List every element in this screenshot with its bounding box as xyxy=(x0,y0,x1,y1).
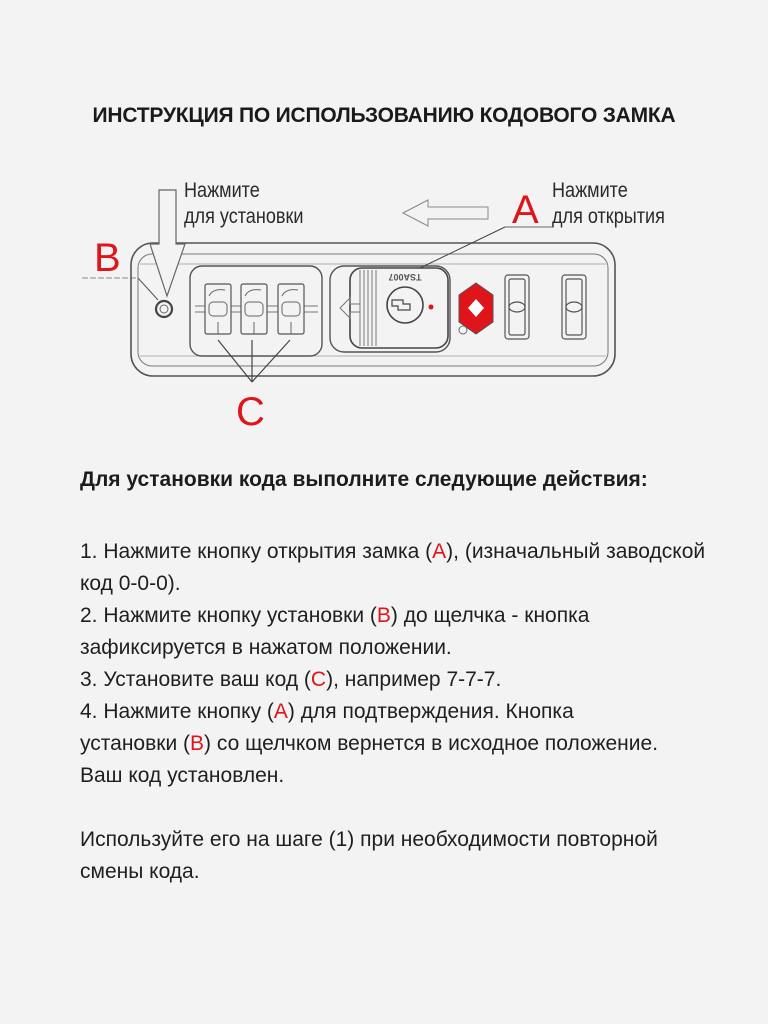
marker-c: C xyxy=(236,390,265,434)
step-marker: A xyxy=(273,700,288,723)
step-1: 1. Нажмите кнопку открытия замка (A), (изначальный заводской код 0-0-0). xyxy=(80,540,706,595)
step-marker: B xyxy=(190,732,205,755)
callout-open-line1: Нажмите xyxy=(552,179,628,202)
step-2: 2. Нажмите кнопку установки (B) до щелчка - кнопка зафиксируется в нажатом положении. xyxy=(80,604,590,659)
callout-set-line1: Нажмите xyxy=(184,179,260,202)
step-3: 3. Установите ваш код (C), например 7-7-7. xyxy=(80,668,502,691)
page-title: ИНСТРУКЦИЯ ПО ИСПОЛЬЗОВАНИЮ КОДОВОГО ЗАМКА xyxy=(92,104,676,127)
marker-b: B xyxy=(94,236,121,280)
step-marker: B xyxy=(376,604,391,627)
svg-text:TSA007: TSA007 xyxy=(388,272,422,282)
open-button-callout xyxy=(552,178,665,230)
done-text: Ваш код установлен. xyxy=(80,764,285,787)
step-marker: C xyxy=(310,668,327,691)
note-text: Используйте его на шаге (1) при необходимости повторной смены кода. xyxy=(80,828,658,883)
step-marker: A xyxy=(432,540,447,563)
callout-open-line2: для открытия xyxy=(552,205,665,228)
lock-diagram xyxy=(0,160,768,450)
step-4: 4. Нажмите кнопку (A) для подтверждения. Кнопка установки (B) со щелчком вернется в исходное положение. xyxy=(80,700,659,755)
instructions-steps xyxy=(80,536,720,888)
marker-a: A xyxy=(512,188,539,232)
instructions-heading: Для установки кода выполните следующие действия: xyxy=(80,468,648,491)
set-button-callout xyxy=(184,178,303,230)
callout-set-line2: для установки xyxy=(184,205,304,228)
